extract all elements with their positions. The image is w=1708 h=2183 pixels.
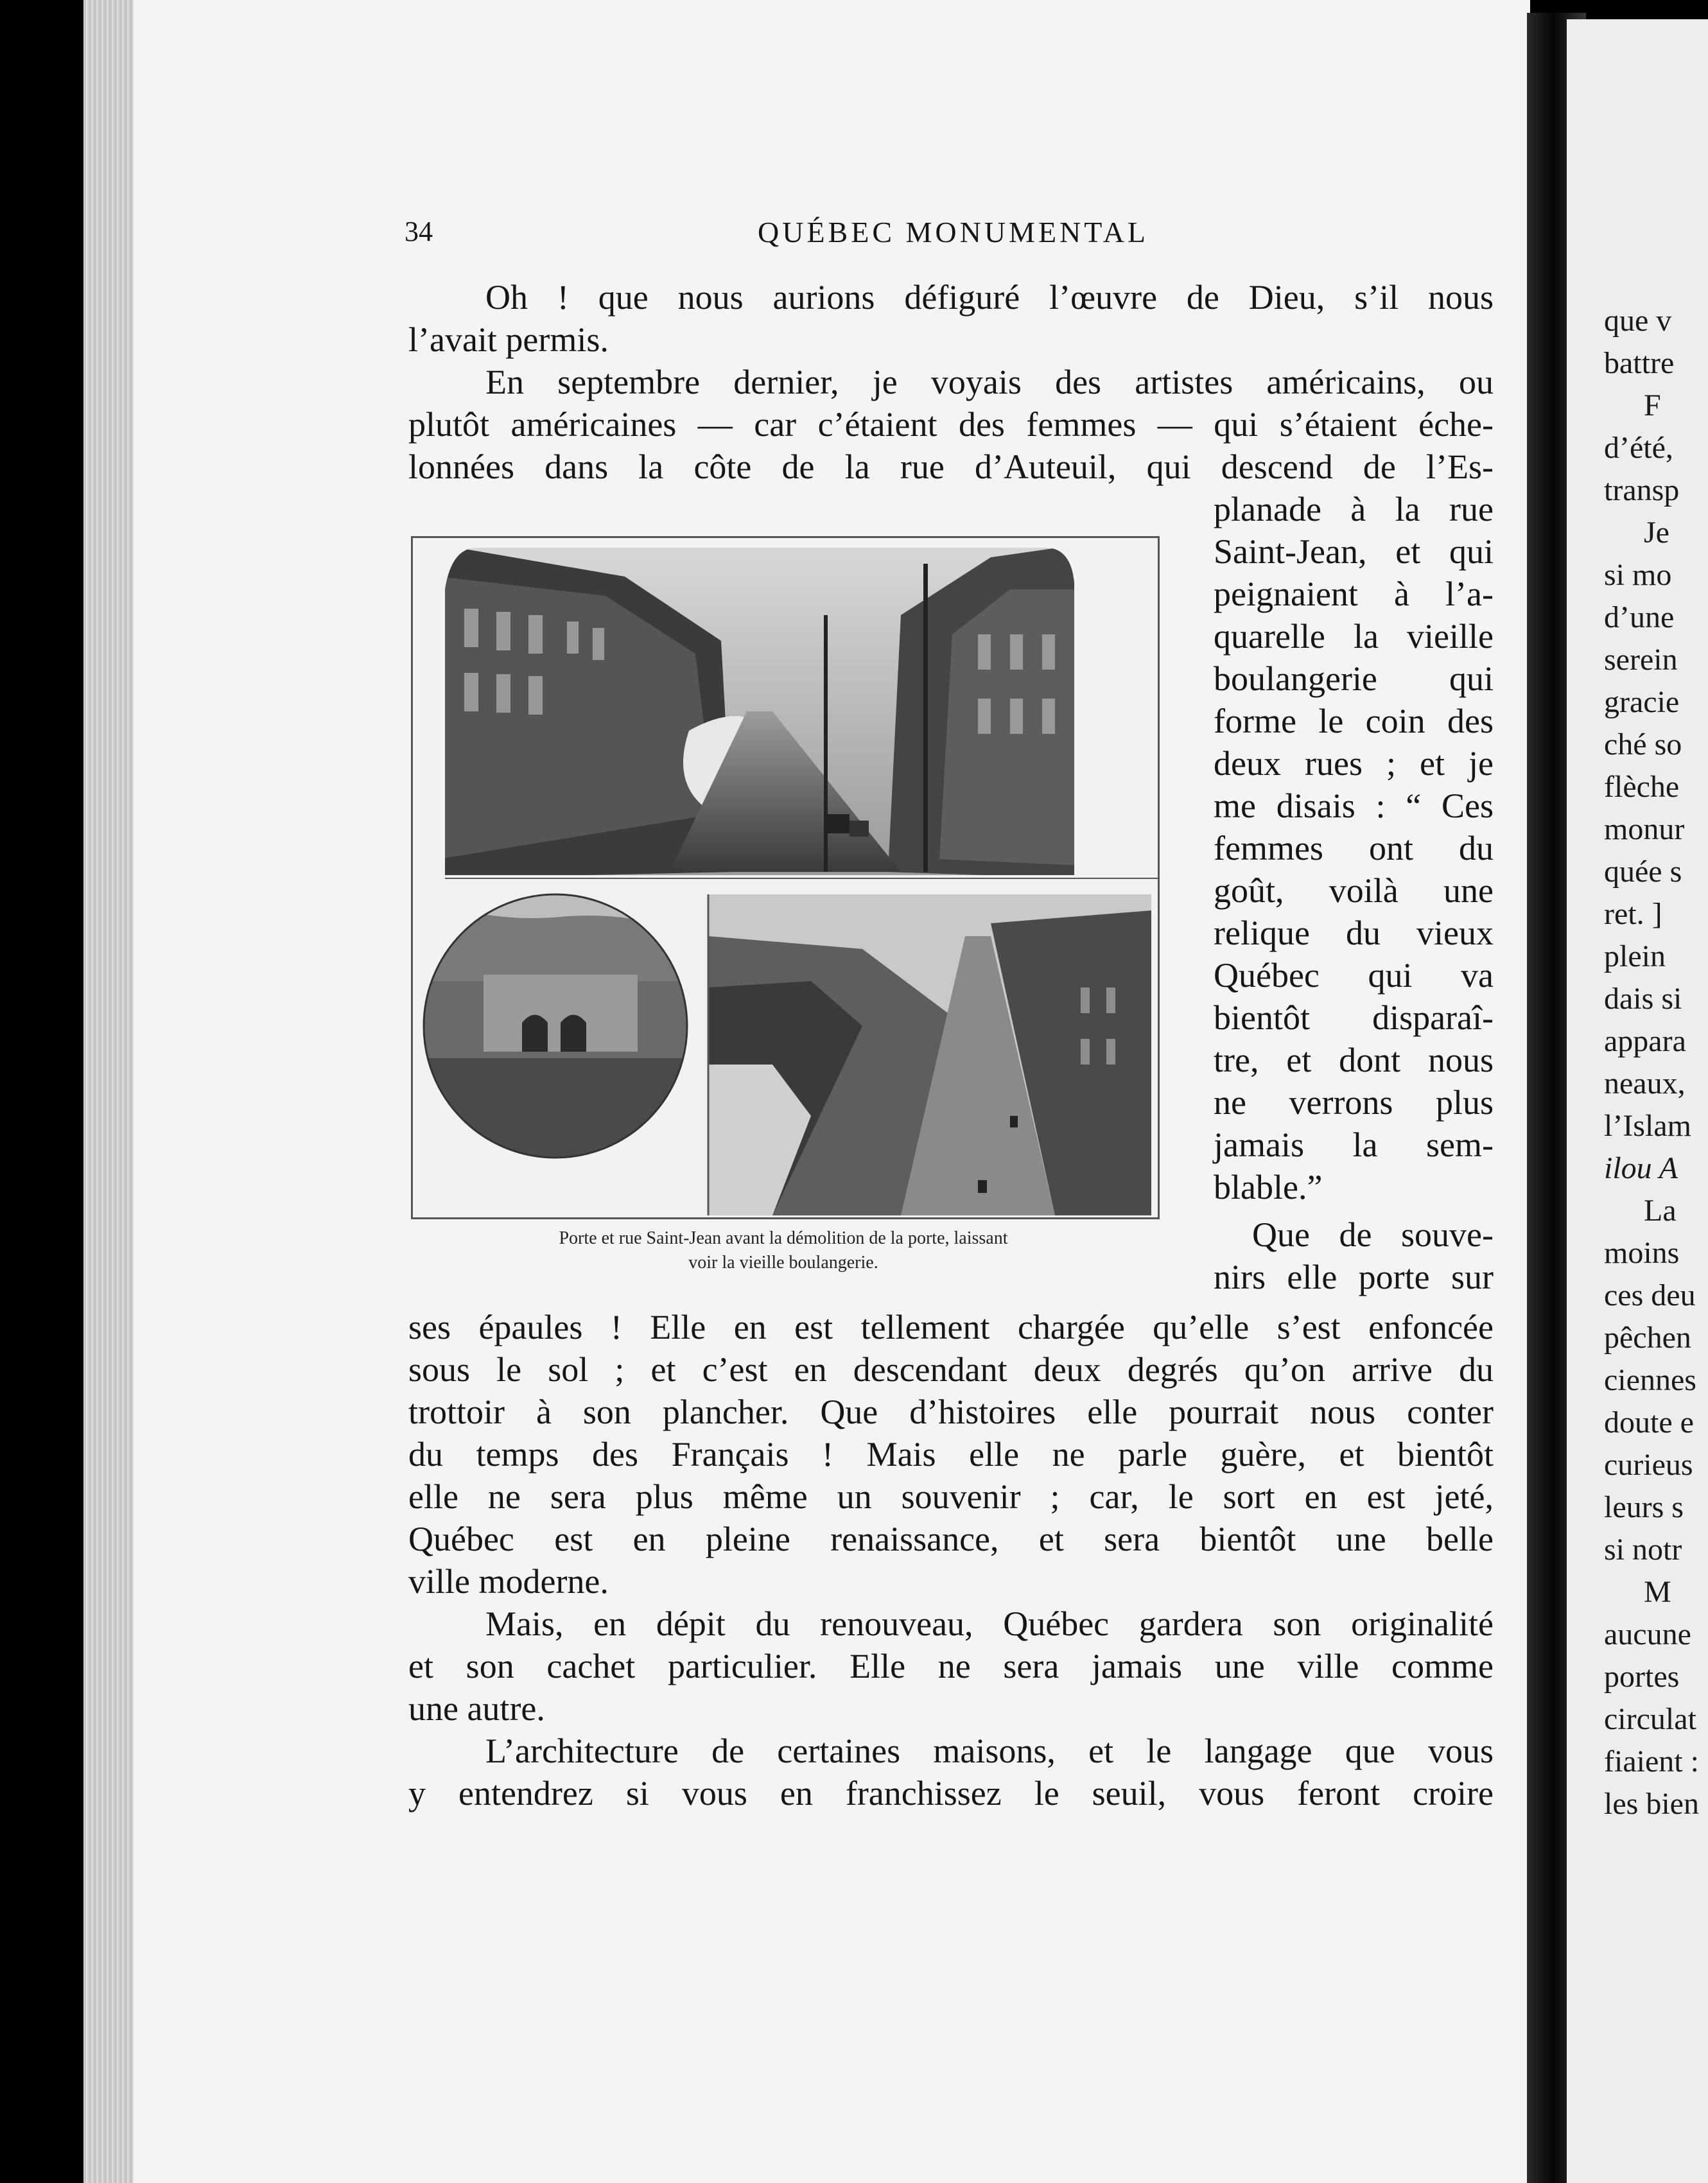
- adjacent-line: ret. ]: [1604, 897, 1662, 931]
- adjacent-line: circulat: [1604, 1702, 1696, 1736]
- side-line: ne verrons plus: [1214, 1083, 1494, 1122]
- side-line: Québec qui va: [1214, 956, 1494, 995]
- body-line: ses épaules ! Elle en est tellement chargée qu’elle s’est enfoncée: [408, 1308, 1494, 1346]
- body-line: L’architecture de certaines maisons, et le langage que vous: [485, 1732, 1494, 1770]
- adjacent-line: gracie: [1604, 685, 1680, 719]
- adjacent-line: si notr: [1604, 1533, 1682, 1567]
- body-line: du temps des Français ! Mais elle ne parle guère, et bientôt: [408, 1435, 1494, 1474]
- adjacent-line: l’Islam: [1604, 1109, 1691, 1143]
- adjacent-line: d’une: [1604, 600, 1675, 634]
- adjacent-line: fiaient :: [1604, 1744, 1699, 1779]
- street-aerial-photo: [708, 894, 1158, 1215]
- body-line: ville moderne.: [408, 1562, 609, 1601]
- body-line: trottoir à son plancher. Que d’histoires elle pourrait nous conter: [408, 1393, 1494, 1431]
- running-title: QUÉBEC MONUMENTAL: [758, 216, 1149, 248]
- city-gate-photo: [419, 891, 695, 1161]
- body-line: Québec est en pleine renaissance, et sera bientôt une belle: [408, 1520, 1494, 1558]
- adjacent-line: Je: [1644, 516, 1669, 550]
- adjacent-line: monur: [1604, 812, 1685, 846]
- side-line: relique du vieux: [1214, 914, 1494, 952]
- caption-line: voir la vieille boulangerie.: [688, 1253, 878, 1273]
- adjacent-line: les bien: [1604, 1787, 1699, 1821]
- adjacent-line: curieus: [1604, 1448, 1693, 1482]
- adjacent-line: flèche: [1604, 770, 1680, 804]
- adjacent-line: que v: [1604, 304, 1672, 338]
- adjacent-line: battre: [1604, 346, 1675, 380]
- body-line: sous le sol ; et c’est en descendant deux degrés qu’on arrive du: [408, 1350, 1494, 1389]
- side-line: deux rues ; et je: [1214, 744, 1494, 783]
- body-line: une autre.: [408, 1689, 545, 1728]
- body-line: et son cachet particulier. Elle ne sera jamais une ville comme: [408, 1647, 1494, 1685]
- adjacent-line: ciennes: [1604, 1363, 1696, 1397]
- side-line: femmes ont du: [1214, 829, 1494, 867]
- body-line: l’avait permis.: [408, 320, 609, 359]
- adjacent-line: si mo: [1604, 558, 1672, 592]
- adjacent-line: plein: [1604, 939, 1666, 973]
- adjacent-line: M: [1644, 1575, 1671, 1609]
- adjacent-line: portes: [1604, 1660, 1680, 1694]
- adjacent-line: F: [1644, 388, 1661, 422]
- side-line: planade à la rue: [1214, 490, 1494, 528]
- adjacent-line: quée s: [1604, 855, 1682, 889]
- adjacent-page: [1567, 19, 1708, 2183]
- body-line: elle ne sera plus même un souvenir ; car, le sort en est jeté,: [408, 1477, 1494, 1516]
- body-line: Mais, en dépit du renouveau, Québec gardera son originalité: [485, 1605, 1494, 1643]
- adjacent-line: doute e: [1604, 1405, 1694, 1439]
- adjacent-line: dais si: [1604, 982, 1682, 1016]
- page-header: [405, 215, 1425, 254]
- book-edge: [83, 0, 136, 2183]
- side-line: nirs elle porte sur: [1214, 1258, 1494, 1296]
- caption-line: Porte et rue Saint-Jean avant la démolition de la porte, laissant: [559, 1228, 1008, 1248]
- page-number: 34: [405, 216, 433, 247]
- side-line: jamais la sem-: [1214, 1126, 1494, 1164]
- side-line: peignaient à l’a-: [1214, 575, 1494, 613]
- adjacent-line: moins: [1604, 1236, 1680, 1270]
- side-line: goût, voilà une: [1214, 871, 1494, 910]
- adjacent-line: transp: [1604, 473, 1680, 507]
- figure-caption: [424, 1226, 1143, 1275]
- photo-collage-graphic: [413, 538, 1158, 1217]
- adjacent-line: leurs s: [1604, 1490, 1684, 1524]
- side-line: boulangerie qui: [1214, 659, 1494, 698]
- side-line: forme le coin des: [1214, 702, 1494, 740]
- side-line: blable.”: [1214, 1168, 1323, 1206]
- adjacent-line: ché so: [1604, 727, 1682, 761]
- adjacent-line: appara: [1604, 1024, 1686, 1058]
- side-line: Que de souve-: [1252, 1215, 1494, 1254]
- body-line: y entendrez si vous en franchissez le seuil, vous feront croire: [408, 1774, 1494, 1813]
- adjacent-line: pêchen: [1604, 1321, 1691, 1355]
- side-line: quarelle la vieille: [1214, 617, 1494, 656]
- adjacent-line: ilou A: [1604, 1151, 1678, 1185]
- street-photo-top: [439, 544, 1081, 878]
- adjacent-line: neaux,: [1604, 1066, 1686, 1100]
- side-line: Saint-Jean, et qui: [1214, 532, 1494, 571]
- body-line: Oh ! que nous aurions défiguré l’œuvre de Dieu, s’il nous: [485, 278, 1494, 317]
- adjacent-line: La: [1644, 1194, 1677, 1228]
- adjacent-line: ces deu: [1604, 1278, 1696, 1312]
- body-line: En septembre dernier, je voyais des artistes américains, ou: [485, 363, 1494, 401]
- adjacent-line: serein: [1604, 643, 1678, 677]
- side-line: bientôt disparaî-: [1214, 998, 1494, 1037]
- photo-collage: [411, 536, 1160, 1219]
- body-line: plutôt américaines — car c’étaient des femmes — qui s’étaient éche-: [408, 405, 1494, 444]
- body-line: lonnées dans la côte de la rue d’Auteuil, qui descend de l’Es-: [408, 448, 1494, 486]
- side-line: tre, et dont nous: [1214, 1041, 1494, 1079]
- side-line: me disais : “ Ces: [1214, 787, 1494, 825]
- adjacent-line: aucune: [1604, 1617, 1691, 1651]
- adjacent-line: d’été,: [1604, 431, 1673, 465]
